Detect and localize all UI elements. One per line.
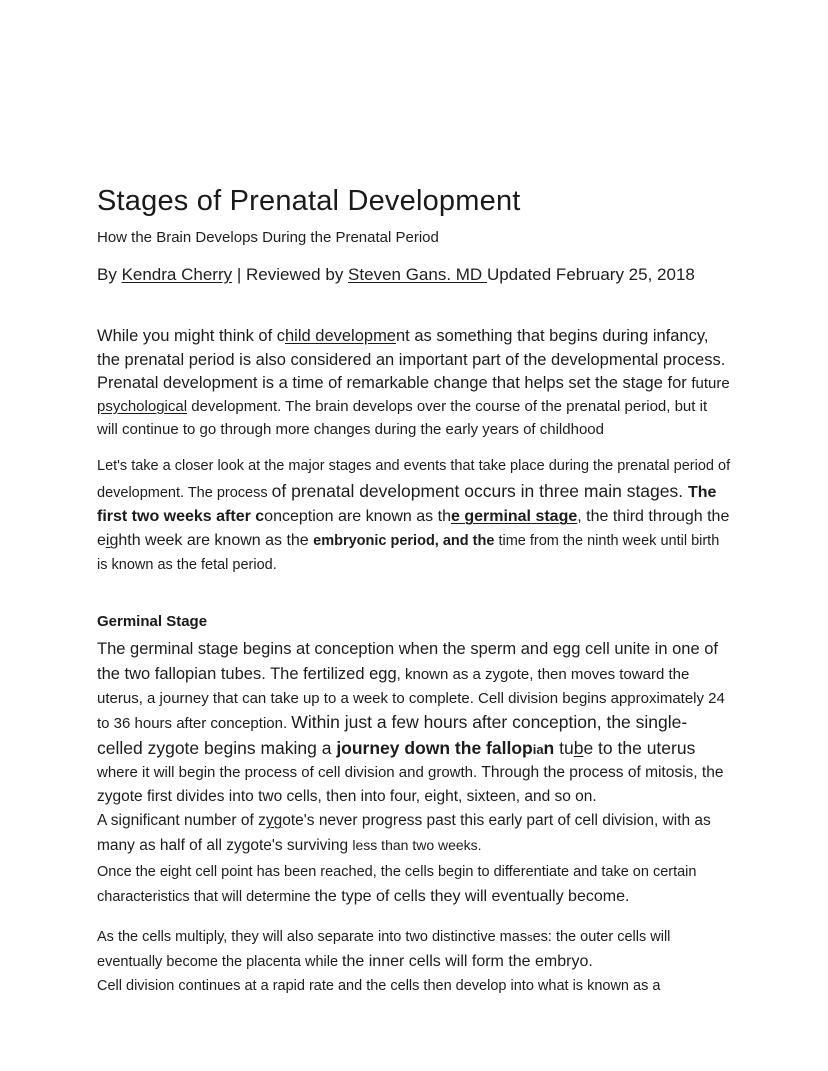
- text-run: Through the process of mitosis, the zygote first divides into two cells, then into four, eight, sixteen, and so on.: [97, 764, 724, 806]
- section-heading-germinal-stage: Germinal Stage: [97, 613, 208, 631]
- psychological-link[interactable]: psychological: [97, 398, 188, 416]
- byline-separator: | Reviewed by: [232, 264, 349, 284]
- text-run: onception are known as th: [264, 508, 451, 526]
- text-run: Within just a few hours after conception, the single-celled zygote begins making a: [97, 712, 688, 758]
- byline-prefix: By: [97, 264, 122, 284]
- intro-paragraph: [97, 325, 731, 442]
- text-run: The first two weeks after c: [97, 484, 717, 526]
- author-link[interactable]: Kendra Cherry: [121, 264, 233, 284]
- text-run: of prenatal development occurs in three main stages.: [271, 481, 688, 502]
- text-run: embryonic period, and the: [313, 533, 499, 550]
- text-run: Let's take a closer look at the major stages and events that take place during the prenatal period of development. The process: [97, 458, 731, 502]
- text-run: As the cells multiply, they will also separate into two distinctive mas: [97, 928, 528, 945]
- reviewer-link[interactable]: Steven Gans. MD: [348, 264, 487, 284]
- text-run: development. The brain develops over the course of the prenatal period, but it will continue to go through more changes during the early years of childhood: [97, 398, 708, 438]
- text-run: ia: [532, 741, 544, 757]
- text-run: Cell division continues at a rapid rate and the cells then develop into what is known as a: [97, 978, 661, 995]
- byline: [97, 265, 731, 285]
- text-run: While you might think of c: [97, 326, 285, 345]
- text-run: , the third through the e: [97, 508, 730, 550]
- text-run: , known as a zygote, then moves toward the uterus, a journey that can take up to a week to complete. Cell division begins approximately 24 to 36 hours after conception.: [97, 666, 725, 733]
- text-run: the inner cells will form the embryo.: [342, 952, 593, 970]
- text-run: b: [573, 737, 584, 758]
- text-run: the type of cells they will eventually become.: [314, 888, 630, 906]
- cell-division-paragraph: [97, 974, 731, 999]
- text-run: Once the eight cell point has been reached, the cells begin to differentiate and take on certain characteristics that will determine: [97, 863, 697, 906]
- text-run: nt as something that begins during infancy, the prenatal period is also considered an important part of the developmental process. Prenatal development is a time of remarkable change that helps set the stage for: [97, 326, 726, 393]
- byline-updated-date: Updated February 25, 2018: [486, 264, 695, 284]
- text-run: n: [543, 737, 555, 758]
- germinal-stage-paragraph: [97, 637, 731, 809]
- text-run: e to the uterus: [583, 737, 696, 758]
- differentiation-paragraph: [97, 859, 731, 910]
- text-run: time from the ninth week until birth is known as the fetal period.: [97, 533, 720, 574]
- cell-masses-paragraph: [97, 925, 731, 975]
- text-run: yg: [265, 812, 283, 830]
- germinal-stage-link[interactable]: e germinal stage: [450, 508, 578, 526]
- text-run: ig: [105, 532, 119, 550]
- text-run: less than two weeks.: [352, 836, 482, 853]
- stages-overview-paragraph: [97, 454, 731, 577]
- text-run: future: [691, 375, 730, 393]
- page-subtitle: How the Brain Develops During the Prenatal Period: [97, 228, 439, 246]
- zygote-survival-paragraph: [97, 809, 731, 859]
- text-run: s: [527, 931, 533, 944]
- text-run: tu: [554, 737, 574, 758]
- text-run: ote's never progress past this early part of cell division, with as many as half of all zygote's surviving: [97, 812, 711, 854]
- text-run: where it will begin the process of cell division and growth.: [97, 764, 482, 782]
- text-run: es: the outer cells will eventually become the placenta while: [97, 928, 671, 970]
- child-development-link[interactable]: hild developme: [285, 326, 396, 345]
- text-run: The germinal stage begins at conception when the sperm and egg cell unite in one of the two fallopian tubes. The fertilized egg: [97, 640, 718, 683]
- text-run: journey down the fallop: [336, 737, 533, 758]
- text-run: A significant number of z: [97, 812, 266, 830]
- text-run: hth week are known as the: [118, 532, 314, 550]
- page-title: Stages of Prenatal Development: [97, 185, 521, 217]
